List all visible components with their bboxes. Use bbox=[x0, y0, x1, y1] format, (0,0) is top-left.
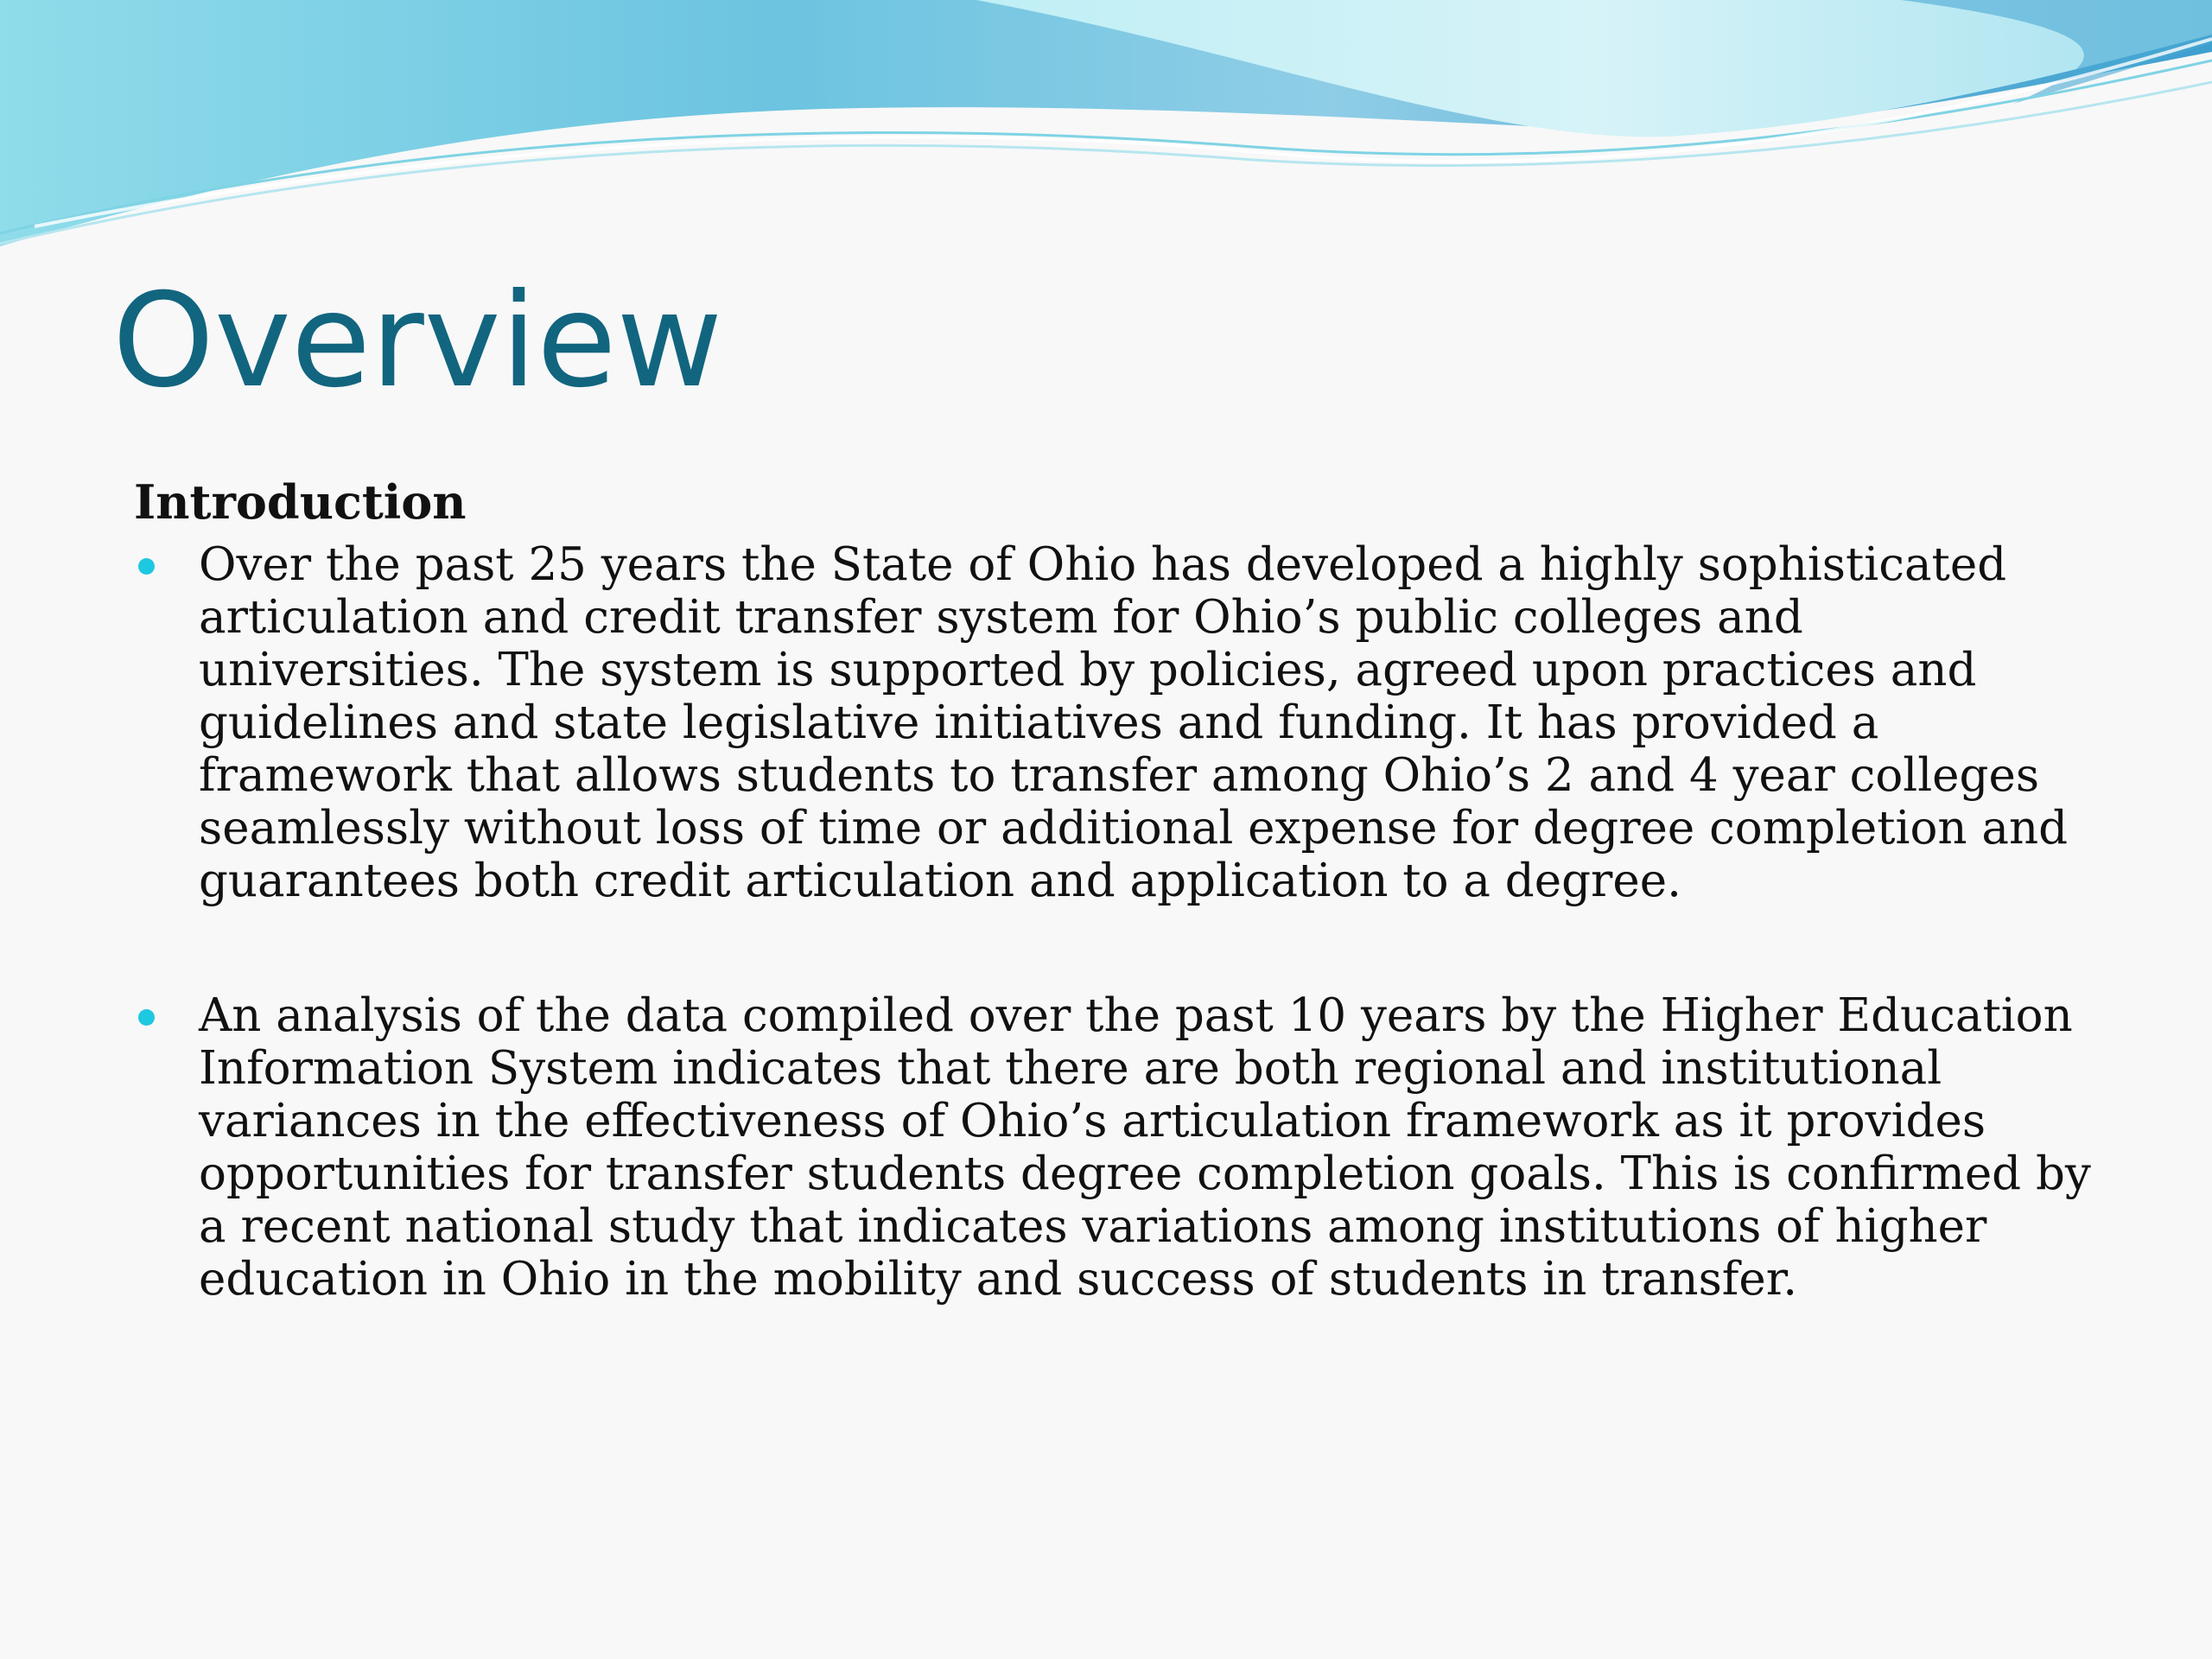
bullet-list bbox=[134, 538, 2095, 1306]
header-wave-decoration bbox=[0, 0, 2212, 259]
slide-body bbox=[134, 471, 2095, 1306]
slide-title: Overview bbox=[112, 266, 723, 416]
bullet-text: An analysis of the data compiled over the past 10 years by the Higher Education Information System indicates that there are both regional and institutional variances in the effectiveness of Ohio’s articulation framework as it provides opportunities for transfer students degree completion goals. This is confirmed by a recent national study that indicates variations among institutions of higher education in Ohio in the mobility and success of students in transfer. bbox=[199, 989, 2091, 1306]
bullet-text: Over the past 25 years the State of Ohio has developed a highly sophisticated articulation and credit transfer system for Ohio’s public colleges and universities. The system is supported by policies, agreed upon practices and guidelines and state legislative initiatives and funding. It has provided a framework that allows students to transfer among Ohio’s 2 and 4 year colleges seamlessly without loss of time or additional expense for degree completion and guarantees both credit articulation and application to a degree. bbox=[199, 538, 2069, 907]
bullet-dot-icon bbox=[138, 1009, 155, 1026]
bullet-dot-icon bbox=[138, 558, 155, 575]
section-subheading: Introduction bbox=[134, 474, 467, 530]
bullet-item bbox=[134, 989, 2095, 1306]
bullet-item bbox=[134, 538, 2095, 907]
